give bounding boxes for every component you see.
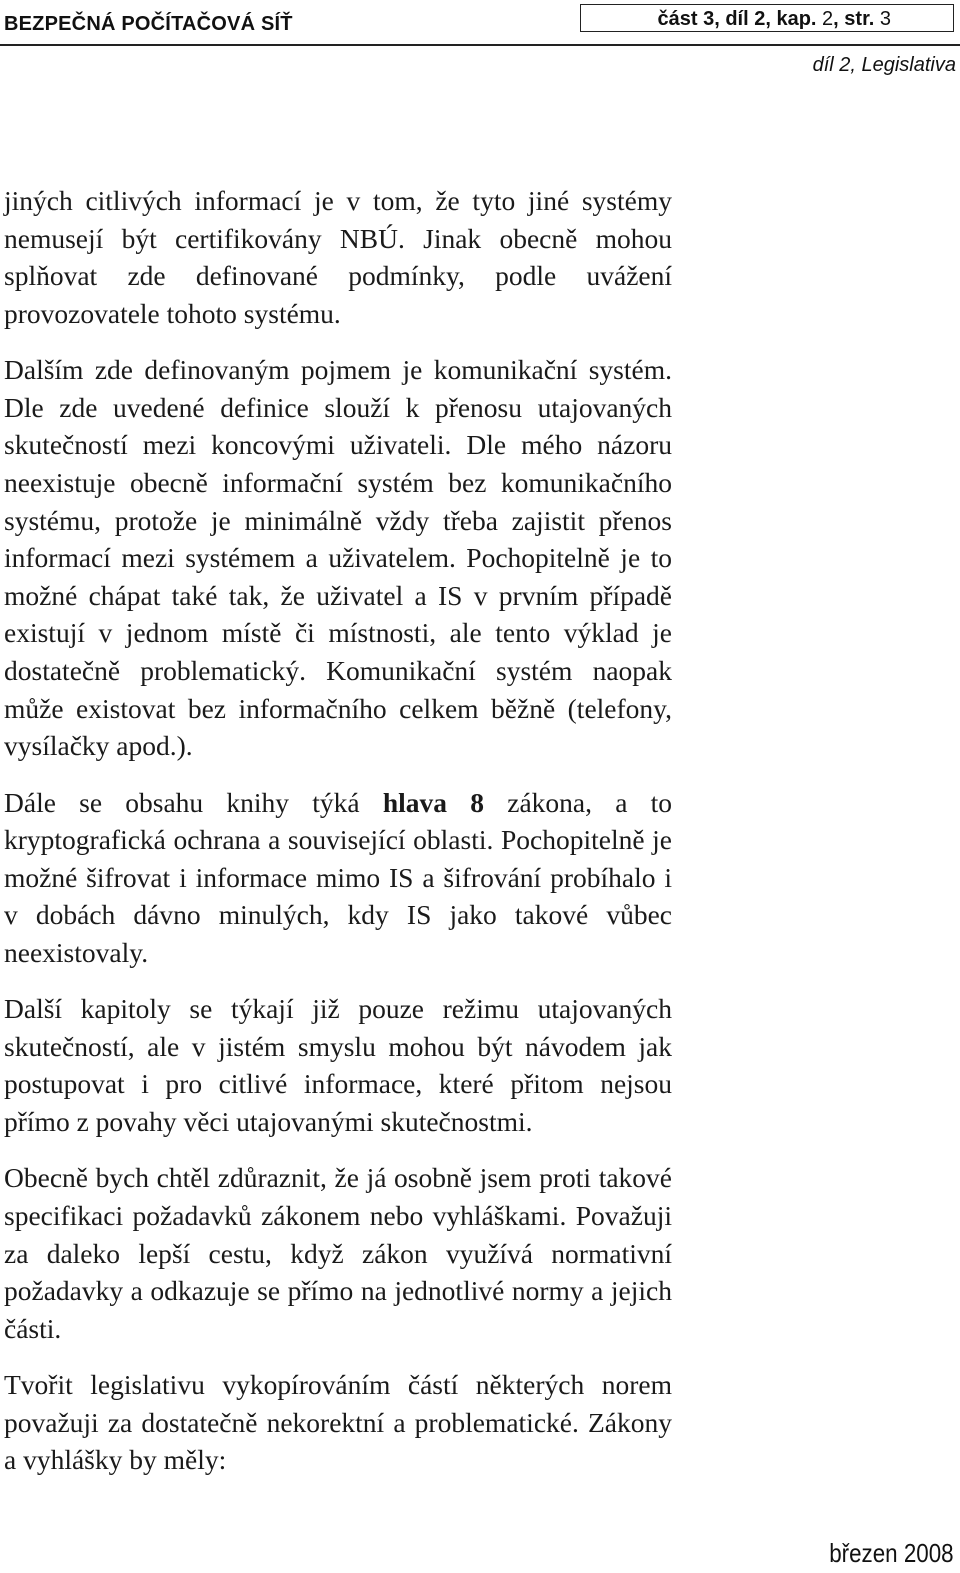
body-text <box>4 182 672 1498</box>
reference-separator: , str. <box>833 8 875 30</box>
section-reference <box>658 8 891 31</box>
section-reference-box <box>580 4 954 32</box>
reference-page-number: 3 <box>879 8 891 30</box>
paragraph-4: Další kapitoly se týkají již pouze režimu utajovaných skutečností, ale v jistém smyslu mohou být návodem jak postupovat i pro citlivé informace, které přitom nejsou přímo z povahy věci utajovanými skutečnostmi. <box>4 993 672 1138</box>
header-divider <box>0 44 960 46</box>
paragraph-3-lead: Dále se obsahu knihy týká <box>4 786 360 818</box>
paragraph-6: Tvořit legislativu vykopírováním částí některých norem považuji za dostatečně nekorektní a problematické. Zákony a vyhlášky by měly: <box>4 1369 672 1476</box>
reference-chapter-number: 2 <box>822 8 834 30</box>
section-subtitle: díl 2, Legislativa <box>812 54 956 76</box>
paragraph-3-emphasis: hlava 8 <box>382 786 485 818</box>
paragraph-1: jiných citlivých informací je v tom, že tyto jiné systémy nemusejí být certifikovány NBÚ. Jinak obecně mohou splňovat zde definované podmínky, podle uvážení provozovatele tohoto systému. <box>4 185 672 329</box>
publication-title: BEZPEČNÁ POČÍTAČOVÁ SÍŤ <box>4 13 293 35</box>
paragraph-2: Dalším zde definovaným pojmem je komunikační systém. Dle zde uvedené definice slouží k přenosu utajovaných skutečností mezi koncovými uživateli. Dle mého názoru neexistuje obecně informační systém bez komunikačního systému, protože je minimálně vždy třeba zajistit přenos informací mezi systémem a uživatelem. Pochopitelně je to možné chápat také tak, že uživatel a IS v prvním případě existují v jednom místě či místnosti, ale tento výklad je dostatečně problematický. Komunikační systém naopak může existovat bez informačního celkem běžně (telefony, vysílačky apod.). <box>4 354 672 762</box>
page-header <box>0 0 960 48</box>
paragraph-3-rest: zákona, a to kryptografická ochrana a související oblasti. Pochopitelně je možné šifrovat i informace mimo IS a šifrování probíhalo i v dobách dávno minulých, kdy IS jako takové vůbec neexistovaly. <box>4 786 673 968</box>
reference-part: část 3, díl 2, kap. <box>657 8 817 30</box>
footer-date: březen 2008 <box>829 1538 954 1568</box>
paragraph-5: Obecně bych chtěl zdůraznit, že já osobně jsem proti takové specifikaci požadavků zákonem nebo vyhláškami. Považuji za daleko lepší cestu, když zákon využívá normativní požadavky a odkazuje se přímo na jednotlivé normy a jejich části. <box>4 1162 672 1344</box>
paragraph-3 <box>4 784 672 972</box>
